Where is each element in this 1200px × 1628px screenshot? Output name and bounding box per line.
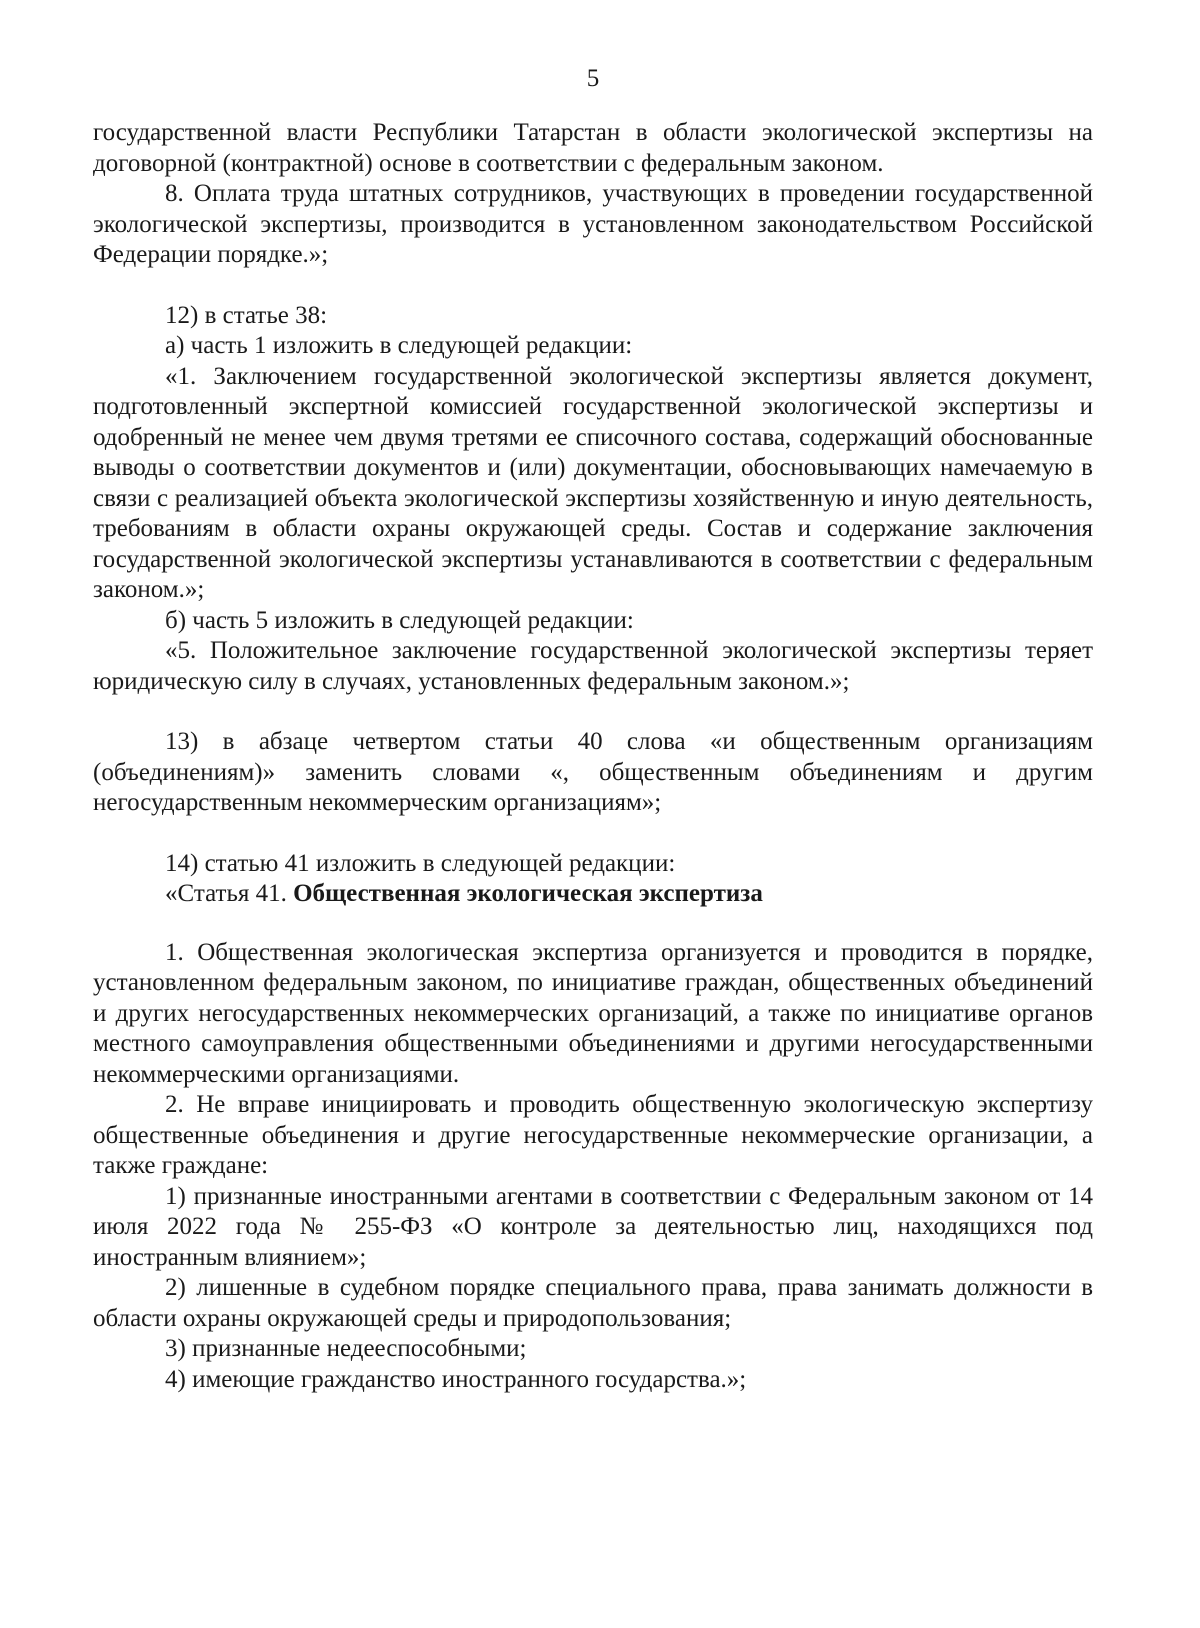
paragraph-part-1-text: «1. Заключением государственной экологической экспертизы является документ, подготовленный экспертной комиссией государственной экологической экспертизы и одобренный не менее чем двумя третями ее списочного состава, содержащий обоснованные выводы о соответствии документов и (или) документации, обосновывающих намечаемую в связи с реализацией объекта экологической экспертизы хозяйственную и иную деятельность, требованиям в области охраны окружающей среды. Состав и содержание заключения государственной экологической экспертизы устанавливаются в соответствии с федеральным законом.»; — [93, 362, 1093, 603]
document-body — [93, 118, 1093, 1395]
article-41-part-2-item-1: 1) признанные иностранными агентами в соответствии с Федеральным законом от 14 июля 2022 года № 255-ФЗ «О контроле за деятельностью лиц, находящихся под иностранным влиянием»; — [93, 1182, 1093, 1271]
article-41-heading — [93, 879, 1093, 910]
paragraph-gap — [93, 910, 1093, 938]
paragraph-item-12: 12) в статье 38: — [165, 301, 328, 329]
article-41-part-2-item-3: 3) признанные недееспособными; — [165, 1335, 527, 1362]
article-41-part-2-item-2: 2) лишенные в судебном порядке специального права, права занимать должности в области охраны окружающей среды и природопользования; — [93, 1274, 1093, 1332]
paragraph-item-12a: а) часть 1 изложить в следующей редакции: — [165, 332, 633, 359]
paragraph-continuation: государственной власти Республики Татарстан в области экологической экспертизы на договорной (контрактной) основе в соответствии с федеральным законом. — [93, 119, 1093, 177]
article-41-part-2: 2. Не вправе инициировать и проводить общественную экологическую экспертизу общественные объединения и другие негосударственные некоммерческие организации, а также граждане: — [93, 1091, 1093, 1179]
page-number: 5 — [586, 65, 600, 92]
paragraph-item-8: 8. Оплата труда штатных сотрудников, участвующих в проведении государственной экологической экспертизы, производится в установленном законодательством Российской Федерации порядке.»; — [93, 180, 1093, 268]
article-41-title: Общественная экологическая экспертиза — [293, 880, 763, 907]
paragraph-gap — [93, 697, 1093, 727]
article-41-part-2-item-4: 4) имеющие гражданство иностранного государства.»; — [165, 1365, 747, 1393]
paragraph-gap — [93, 819, 1093, 849]
paragraph-item-12b: б) часть 5 изложить в следующей редакции: — [165, 606, 634, 634]
article-41-prefix: «Статья 41. — [165, 880, 294, 907]
paragraph-item-13: 13) в абзаце четвертом статьи 40 слова «и общественным организациям (объединениям)» заменить словами «, общественным объединениям и другим негосударственным некоммерческим организациям»; — [93, 728, 1093, 816]
paragraph-item-14: 14) статью 41 изложить в следующей редакции: — [165, 849, 676, 877]
article-41-part-1: 1. Общественная экологическая экспертиза организуется и проводится в порядке, установленном федеральным законом, по инициативе граждан, общественных объединений и других негосударственных некоммерческих организаций, а также по инициативе органов местного самоуправления общественными объединениями и другими негосударственными некоммерческими организациями. — [93, 938, 1093, 1088]
paragraph-gap — [93, 271, 1093, 301]
document-page — [93, 0, 1093, 1628]
paragraph-part-5-text: «5. Положительное заключение государственной экологической экспертизы теряет юридическую силу в случаях, установленных федеральным законом.»; — [93, 637, 1093, 695]
